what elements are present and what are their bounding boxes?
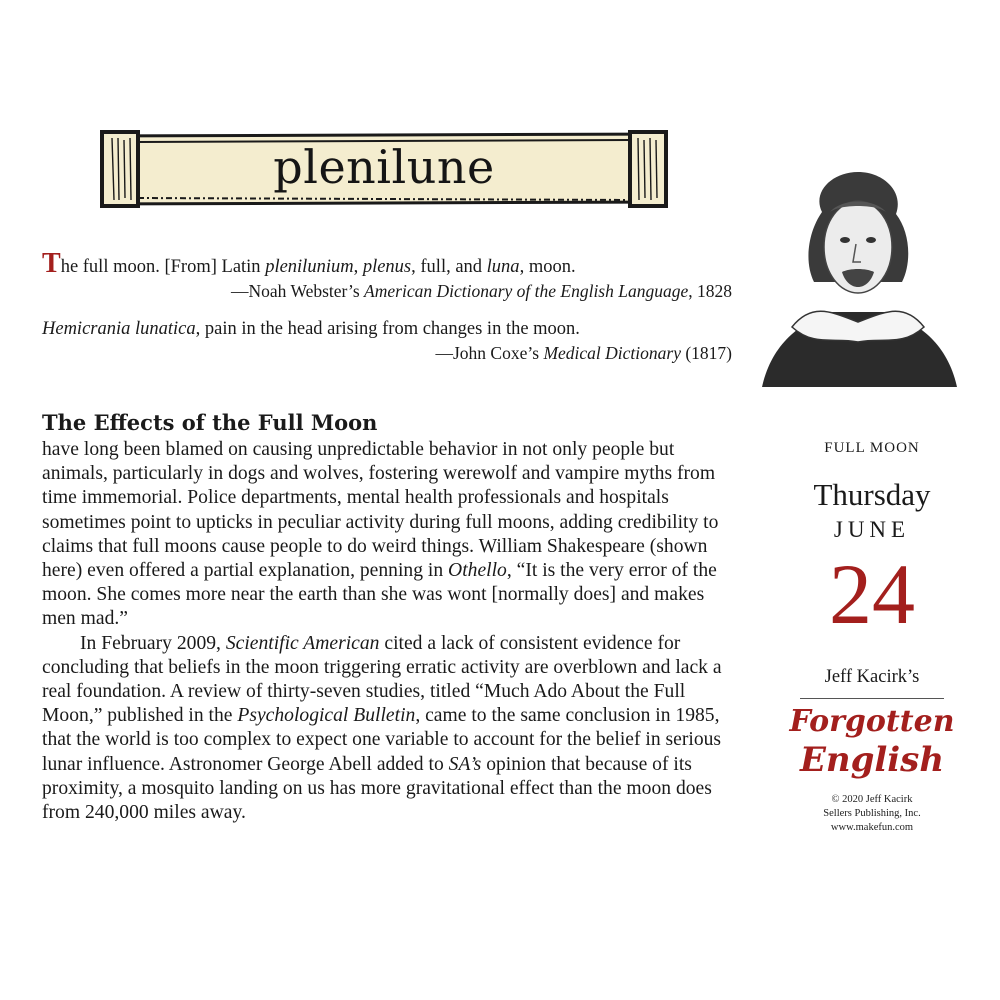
essay-text-run: SA’s: [448, 753, 482, 775]
definition-text-run: plenus: [362, 257, 412, 277]
drop-cap: T: [42, 248, 61, 279]
essay-paragraph-2: [42, 632, 742, 826]
moon-phase-label: FULL MOON: [824, 440, 920, 456]
source-text-run: , 1828: [688, 281, 732, 301]
essay-paragraph-1: [42, 438, 742, 632]
definition-text-run: ,: [353, 257, 363, 277]
brand-logo-line1: Forgotten: [789, 704, 955, 739]
definition-2-source: [42, 341, 732, 365]
definition-1-source: [42, 279, 732, 303]
shakespeare-portrait-icon: [752, 152, 964, 392]
website: www.makefun.com: [830, 822, 914, 833]
brand-logo-line2: English: [799, 740, 945, 780]
source-text-run: (1817): [680, 343, 732, 363]
essay-text-run: Scientific American: [225, 632, 380, 654]
source-text-run: —John Coxe’s: [435, 343, 544, 363]
source-text-run: Medical Dictionary: [543, 343, 681, 363]
definition-text-run: , pain in the head arising from changes in the moon.: [195, 319, 580, 339]
source-text-run: —Noah Webster’s: [230, 281, 365, 301]
definition-2: [42, 317, 732, 341]
definition-text-run: Hemicrania lunatica: [42, 319, 196, 339]
essay-text-run: cited a lack of consistent evidence for concluding that beliefs in the moon triggering erratic activity are overblown and lack a real foundation. A review of thirty-seven studies, titled “Much Ado About the Full Moon,” published in the: [42, 632, 722, 727]
day-number: 24: [829, 546, 915, 642]
source-text-run: American Dictionary of the English Language: [364, 281, 689, 301]
divider: [800, 698, 944, 699]
essay-text-run: , “It is the very error of the moon. She comes more near the earth than she was wont [normally does] and makes men mad.”: [42, 560, 717, 630]
publisher: Sellers Publishing, Inc.: [823, 808, 921, 819]
essay-text-run: , came to the same conclusion in 1985, that the world is too complex to expect one variable to account for the belief in serious lunar influence. Astronomer George Abell added to: [42, 705, 722, 775]
essay-text-run: have long been blamed on causing unpredictable behavior in not only people but animals, particularly in dogs and wolves, fostering werewolf and vampire myths from time immemorial. Police departments, mental health professionals and hospitals sometimes point to upticks in peculiar activity during full moons, adding credibility to claims that full moons cause people to do weird things. William Shakespeare (shown here) even offered a partial explanation, penning in: [42, 439, 719, 582]
definition-text-run: , moon.: [519, 257, 576, 277]
essay-text-run: Psychological Bulletin: [237, 705, 416, 727]
essay-heading: The Effects of the Full Moon: [42, 410, 378, 435]
essay: [42, 408, 742, 825]
author-name: Jeff Kacirk’s: [824, 667, 920, 687]
headword: plenilune: [273, 140, 495, 194]
headword-banner: [98, 128, 670, 210]
definition-text-run: plenilunium: [265, 257, 354, 277]
definition-text-run: he full moon. [From] Latin: [60, 257, 266, 277]
definitions: [42, 248, 732, 365]
definition-1: [42, 248, 732, 279]
copyright-block: [772, 793, 972, 835]
essay-text-run: opinion that because of its proximity, a mosquito landing on us has more gravitational effect than the moon does from 240,000 miles away.: [42, 753, 712, 824]
copyright: © 2020 Jeff Kacirk: [831, 794, 913, 805]
essay-text-run: Othello: [448, 560, 507, 582]
calendar-sidebar: [772, 440, 972, 835]
essay-text-run: In February 2009,: [80, 632, 226, 654]
definition-text-run: , full, and: [411, 257, 487, 277]
month: JUNE: [833, 517, 911, 542]
definition-text-run: luna: [486, 257, 520, 277]
weekday: Thursday: [813, 477, 931, 512]
